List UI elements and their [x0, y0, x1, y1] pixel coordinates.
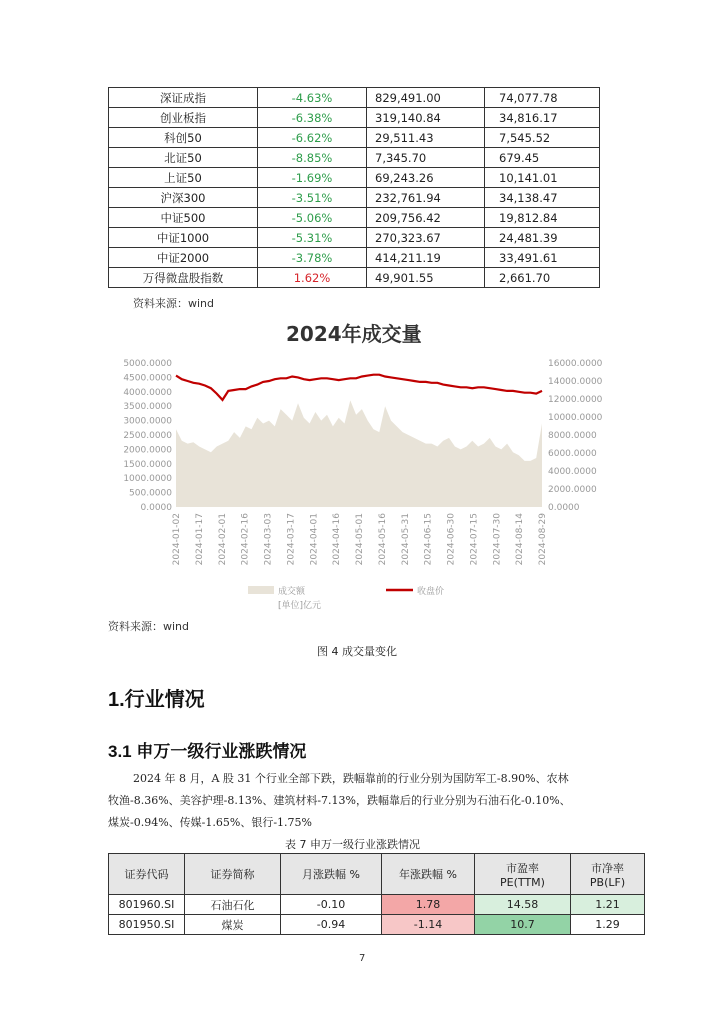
chart-title: 2024年成交量: [286, 322, 422, 346]
figure-caption: 图 4 成交量变化: [317, 645, 397, 658]
cell-pb: 1.29: [571, 915, 645, 935]
table-row: [109, 268, 600, 288]
index-change-cell: -1.69%: [258, 168, 367, 188]
index-value2-cell: 2,661.70: [485, 268, 600, 288]
y-left-tick-label: 4000.0000: [123, 387, 172, 398]
cell-code: 801950.SI: [109, 915, 185, 935]
index-value2-cell: 34,138.47: [485, 188, 600, 208]
index-change-cell: -8.85%: [258, 148, 367, 168]
index-value-cell: 414,211.19: [367, 248, 485, 268]
cell-code: 801960.SI: [109, 895, 185, 915]
x-tick-label: 2024-04-01: [309, 513, 320, 566]
table-row: [109, 188, 600, 208]
header-pb-line2: PB(LF): [589, 875, 626, 889]
close-price-line-series: [176, 375, 542, 400]
y-right-tick-label: 16000.0000: [548, 359, 603, 369]
index-value-cell: 270,323.67: [367, 228, 485, 248]
index-value2-cell: 34,816.17: [485, 108, 600, 128]
y-left-tick-label: 2500.0000: [123, 431, 172, 441]
y-right-tick-label: 6000.0000: [548, 449, 597, 459]
x-tick-label: 2024-04-16: [332, 513, 343, 566]
cell-pb: 1.21: [571, 895, 645, 915]
x-tick-label: 2024-08-14: [515, 513, 526, 566]
header-pb: [571, 854, 645, 895]
header-pe: [475, 854, 571, 895]
x-tick-label: 2024-05-31: [400, 513, 411, 566]
index-value2-cell: 33,491.61: [485, 248, 600, 268]
index-name-cell: 中证500: [109, 208, 258, 228]
paragraph-line: 2024 年 8 月，A 股 31 个行业全部下跌，跌幅靠前的行业分别为国防军工-8.90%、农林: [133, 772, 569, 785]
y-left-tick-label: 5000.0000: [123, 359, 172, 369]
index-name-cell: 万得微盘股指数: [109, 268, 258, 288]
table-row: [109, 148, 600, 168]
volume-area-series: [176, 400, 542, 507]
summary-paragraph: [108, 768, 628, 834]
y-right-tick-label: 10000.0000: [548, 413, 603, 423]
cell-month: -0.10: [281, 895, 382, 915]
index-value-cell: 29,511.43: [367, 128, 485, 148]
index-name-cell: 沪深300: [109, 188, 258, 208]
index-name-cell: 中证1000: [109, 228, 258, 248]
index-name-cell: 北证50: [109, 148, 258, 168]
legend-unit-label: [单位]亿元: [278, 601, 322, 611]
index-value-cell: 232,761.94: [367, 188, 485, 208]
index-change-cell: -5.31%: [258, 228, 367, 248]
table-row: [109, 168, 600, 188]
index-change-cell: -6.38%: [258, 108, 367, 128]
index-change-cell: -4.63%: [258, 88, 367, 108]
index-value-cell: 209,756.42: [367, 208, 485, 228]
index-value-cell: 69,243.26: [367, 168, 485, 188]
x-tick-label: 2024-06-15: [423, 513, 434, 566]
y-left-tick-label: 500.0000: [129, 488, 172, 499]
index-value2-cell: 74,077.78: [485, 88, 600, 108]
table-row: [109, 895, 645, 915]
x-tick-label: 2024-01-17: [194, 513, 205, 566]
index-change-cell: -6.62%: [258, 128, 367, 148]
cell-month: -0.94: [281, 915, 382, 935]
paragraph-line: 牧渔-8.36%、美容护理-8.13%、建筑材料-7.13%，跌幅靠后的行业分别为石油石化-0.10%、: [108, 794, 571, 807]
index-name-cell: 科创50: [109, 128, 258, 148]
x-tick-label: 2024-02-16: [240, 513, 251, 566]
header-year: 年涨跌幅 %: [382, 854, 475, 895]
index-name-cell: 创业板指: [109, 108, 258, 128]
table-row: [109, 88, 600, 108]
table-source-note: 资料来源：wind: [133, 297, 215, 310]
y-left-tick-label: 4500.0000: [123, 373, 172, 384]
paragraph-line: 煤炭-0.94%、传媒-1.65%、银行-1.75%: [108, 816, 312, 829]
index-name-cell: 深证成指: [109, 88, 258, 108]
y-right-tick-label: 8000.0000: [548, 431, 597, 441]
table-row: [109, 128, 600, 148]
volume-chart: [108, 345, 628, 615]
index-value-cell: 829,491.00: [367, 88, 485, 108]
index-value-cell: 7,345.70: [367, 148, 485, 168]
y-left-tick-label: 2000.0000: [123, 445, 172, 456]
cell-name: 石油石化: [185, 895, 281, 915]
y-right-tick-label: 0.0000: [548, 503, 580, 513]
legend-swatch-volume: [248, 586, 274, 594]
y-left-tick-label: 3000.0000: [123, 416, 172, 427]
index-value2-cell: 7,545.52: [485, 128, 600, 148]
y-left-tick-label: 0.0000: [140, 503, 172, 513]
y-left-tick-label: 1500.0000: [123, 459, 172, 470]
table-row: [109, 108, 600, 128]
x-tick-label: 2024-07-30: [492, 513, 503, 566]
section-heading: 1.行业情况: [108, 689, 205, 711]
table-header-row: [109, 854, 645, 895]
x-tick-label: 2024-08-29: [538, 513, 548, 566]
index-change-cell: -3.78%: [258, 248, 367, 268]
index-change-cell: -5.06%: [258, 208, 367, 228]
x-tick-label: 2024-06-30: [446, 513, 457, 566]
x-tick-label: 2024-01-02: [172, 513, 182, 566]
table-row: [109, 208, 600, 228]
legend-label-close: 收盘价: [417, 587, 445, 597]
header-pb-line1: 市净率: [591, 861, 624, 875]
y-right-tick-label: 14000.0000: [548, 377, 603, 387]
y-right-tick-label: 4000.0000: [548, 467, 597, 477]
y-left-tick-label: 3500.0000: [123, 402, 172, 413]
index-value2-cell: 10,141.01: [485, 168, 600, 188]
x-tick-label: 2024-05-01: [355, 513, 365, 566]
page-number: 7: [359, 953, 366, 964]
table-row: [109, 228, 600, 248]
header-pe-line2: PE(TTM): [500, 875, 545, 889]
table-row: [109, 915, 645, 935]
index-value2-cell: 679.45: [485, 148, 600, 168]
subsection-heading: 3.1 申万一级行业涨跌情况: [108, 742, 307, 761]
cell-pe: 10.7: [475, 915, 571, 935]
industry-table: [108, 853, 645, 935]
index-change-cell: -3.51%: [258, 188, 367, 208]
cell-name: 煤炭: [185, 915, 281, 935]
index-change-cell: 1.62%: [258, 268, 367, 288]
x-tick-label: 2024-07-15: [469, 513, 480, 566]
chart-source-note: 资料来源：wind: [108, 620, 190, 633]
index-name-cell: 上证50: [109, 168, 258, 188]
x-tick-label: 2024-03-03: [263, 513, 274, 566]
index-value2-cell: 24,481.39: [485, 228, 600, 248]
table-row: [109, 248, 600, 268]
y-right-tick-label: 12000.0000: [548, 395, 603, 405]
index-value-cell: 319,140.84: [367, 108, 485, 128]
y-right-tick-label: 2000.0000: [548, 485, 597, 495]
header-name: 证券简称: [185, 854, 281, 895]
index-value2-cell: 19,812.84: [485, 208, 600, 228]
legend-label-volume: 成交额: [278, 587, 306, 597]
x-tick-label: 2024-03-17: [286, 513, 297, 566]
header-pe-line1: 市盈率: [506, 861, 539, 875]
index-name-cell: 中证2000: [109, 248, 258, 268]
header-code: 证券代码: [109, 854, 185, 895]
cell-year: 1.78: [382, 895, 475, 915]
index-performance-table: [108, 87, 600, 288]
header-month: 月涨跌幅 %: [281, 854, 382, 895]
x-tick-label: 2024-05-16: [377, 513, 388, 566]
cell-pe: 14.58: [475, 895, 571, 915]
cell-year: -1.14: [382, 915, 475, 935]
table-caption: 表 7 申万一级行业涨跌情况: [285, 838, 420, 851]
y-left-tick-label: 1000.0000: [123, 474, 172, 485]
x-tick-label: 2024-02-01: [217, 513, 228, 566]
index-value-cell: 49,901.55: [367, 268, 485, 288]
